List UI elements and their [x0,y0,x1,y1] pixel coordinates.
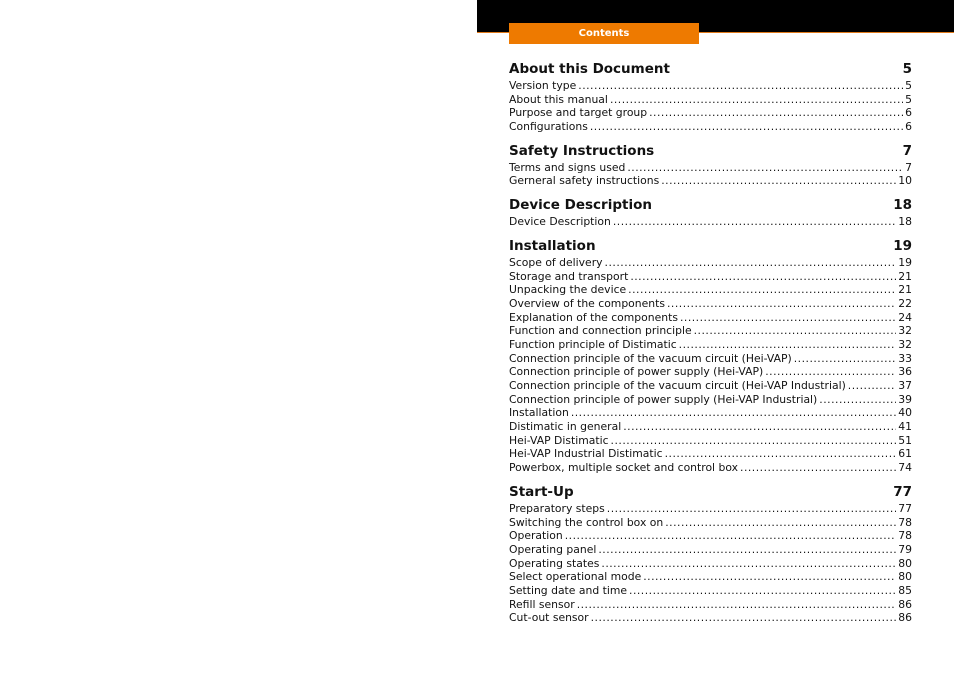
entry-page-number: 22 [898,296,912,310]
entry-title: Powerbox, multiple socket and control box [509,461,739,475]
toc-entry[interactable] [509,434,912,448]
entry-page-number: 85 [898,583,912,597]
entry-page-number: 36 [898,365,912,379]
section-heading[interactable] [509,60,912,78]
section-title: About this Document [509,61,670,77]
entry-title: Connection principle of the vacuum circuit (Hei-VAP Industrial) [509,379,846,392]
section-page-number: 77 [893,483,912,500]
toc-entry[interactable] [509,297,912,311]
entry-title: Operating states [509,556,600,570]
entry-title: Scope of delivery [509,255,603,269]
entry-page-number: 5 [905,92,912,106]
entry-title: Storage and transport [509,269,629,283]
entry-title: Connection principle of power supply (Hei-VAP) [509,365,764,379]
toc-entry[interactable] [509,529,912,543]
toc-entry[interactable] [509,393,912,407]
dot-leader [819,393,896,407]
section-heading[interactable] [509,196,912,214]
entry-page-number: 7 [905,160,912,174]
toc-entry[interactable] [509,270,912,284]
entry-page-number: 41 [898,420,912,434]
entry-page-number: 77 [898,501,912,515]
contents-tab-label: Contents [578,28,630,39]
entry-page-number: 86 [898,611,912,625]
entry-page-number: 18 [898,215,912,229]
toc-entry[interactable] [509,93,912,107]
toc-entry[interactable] [509,174,912,188]
dot-leader [694,324,897,338]
section-heading[interactable] [509,483,912,501]
section-page-number: 18 [893,197,912,214]
entry-page-number: 80 [898,556,912,570]
dot-leader [740,461,896,475]
entry-page-number: 32 [898,337,912,351]
toc-entry[interactable] [509,161,912,175]
entry-page-number: 78 [898,515,912,529]
dot-leader [605,256,897,270]
entry-page-number: 78 [898,529,912,543]
entry-page-number: 80 [898,570,912,584]
entry-page-number: 86 [898,597,912,611]
dot-leader [623,420,896,434]
entry-title: About this manual [509,92,608,106]
section-title: Start-Up [509,483,574,500]
entry-title: Refill sensor [509,597,575,611]
dot-leader [598,543,896,557]
entry-page-number: 40 [898,406,912,420]
contents-tab[interactable] [509,23,699,44]
dot-leader [627,161,903,175]
toc-section [509,196,912,229]
toc-section [509,60,912,134]
dot-leader [665,516,896,530]
entry-page-number: 37 [898,379,912,392]
toc-entry[interactable] [509,543,912,557]
toc-entry[interactable] [509,215,912,229]
dot-leader [665,447,897,461]
dot-leader [643,570,896,584]
section-page-number: 5 [902,61,912,77]
entry-title: Switching the control box on [509,515,664,529]
entry-page-number: 39 [898,392,912,406]
dot-leader [565,529,897,543]
toc-entry[interactable] [509,584,912,598]
dot-leader [590,120,903,134]
entry-title: Function and connection principle [509,324,692,338]
dot-leader [848,379,896,393]
section-heading[interactable] [509,142,912,160]
toc-entry[interactable] [509,516,912,530]
entry-title: Installation [509,406,569,420]
dot-leader [679,338,897,352]
entry-title: Explanation of the components [509,310,678,324]
dot-leader [610,93,903,107]
dot-leader [794,352,897,366]
entry-page-number: 6 [905,106,912,120]
toc-entry[interactable] [509,106,912,120]
entry-title: Preparatory steps [509,501,605,515]
toc-entry[interactable] [509,406,912,420]
entry-title: Hei-VAP Industrial Distimatic [509,447,663,461]
table-of-contents [509,60,912,633]
dot-leader [577,598,897,612]
entry-page-number: 21 [898,283,912,297]
entry-page-number: 24 [898,310,912,324]
toc-entry[interactable] [509,420,912,434]
dot-leader [667,297,896,311]
entry-page-number: 21 [898,269,912,283]
entry-title: Gerneral safety instructions [509,174,660,188]
section-heading[interactable] [509,237,912,255]
entry-title: Operation [509,529,563,543]
toc-entry[interactable] [509,120,912,134]
entry-title: Unpacking the device [509,283,627,297]
toc-entry[interactable] [509,283,912,297]
section-page-number: 7 [902,142,912,159]
entry-title: Connection principle of power supply (Hei-VAP Industrial) [509,392,818,406]
toc-section [509,142,912,188]
entry-title: Version type [509,79,577,92]
dot-leader [591,611,897,625]
toc-section [509,483,912,625]
toc-entry[interactable] [509,570,912,584]
dot-leader [607,502,896,516]
toc-entry[interactable] [509,352,912,366]
toc-entry[interactable] [509,256,912,270]
toc-entry[interactable] [509,461,912,475]
section-title: Safety Instructions [509,142,655,159]
entry-title: Select operational mode [509,570,642,584]
entry-title: Function principle of Distimatic [509,337,677,351]
toc-entry[interactable] [509,611,912,625]
toc-entry[interactable] [509,502,912,516]
toc-entry[interactable] [509,365,912,379]
entry-page-number: 10 [898,174,912,188]
entry-title: Connection principle of the vacuum circuit (Hei-VAP) [509,351,792,365]
toc-entry[interactable] [509,447,912,461]
section-page-number: 19 [893,237,912,254]
entry-title: Terms and signs used [509,160,626,174]
entry-page-number: 51 [898,433,912,447]
entry-title: Purpose and target group [509,106,648,120]
dot-leader [571,406,896,420]
toc-section [509,237,912,475]
toc-entry[interactable] [509,311,912,325]
entry-title: Setting date and time [509,583,628,597]
dot-leader [680,311,896,325]
entry-page-number: 32 [898,324,912,338]
dot-leader [661,174,896,188]
toc-entry[interactable] [509,324,912,338]
entry-page-number: 74 [898,461,912,475]
entry-page-number: 5 [905,79,912,92]
entry-title: Device Description [509,215,611,229]
dot-leader [613,215,896,229]
dot-leader [578,79,903,93]
entry-page-number: 79 [898,542,912,556]
entry-page-number: 61 [898,447,912,461]
toc-entry[interactable] [509,557,912,571]
toc-entry[interactable] [509,79,912,93]
entry-title: Hei-VAP Distimatic [509,433,609,447]
dot-leader [629,584,896,598]
dot-leader [611,434,897,448]
toc-entry[interactable] [509,379,912,393]
entry-page-number: 33 [898,351,912,365]
entry-title: Configurations [509,120,588,134]
dot-leader [628,283,896,297]
dot-leader [601,557,896,571]
dot-leader [765,365,896,379]
toc-entry[interactable] [509,338,912,352]
entry-title: Overview of the components [509,296,665,310]
dot-leader [649,106,903,120]
dot-leader [630,270,896,284]
entry-page-number: 6 [905,120,912,134]
entry-title: Cut-out sensor [509,611,589,625]
section-title: Installation [509,237,596,254]
entry-title: Operating panel [509,542,597,556]
entry-page-number: 19 [898,255,912,269]
toc-entry[interactable] [509,598,912,612]
entry-title: Distimatic in general [509,420,622,434]
section-title: Device Description [509,197,652,214]
